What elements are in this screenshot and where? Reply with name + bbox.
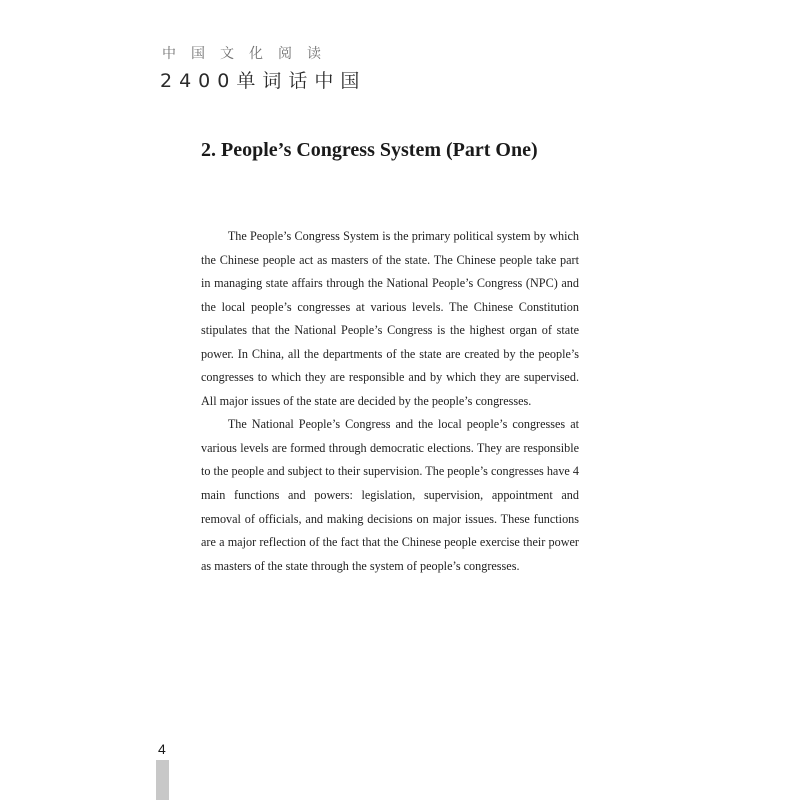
paragraph: The People’s Congress System is the primary political system by which the Chinese people act as masters of the state. The Chinese people take part in managing state affairs through the National People’s Congress (NPC) and the local people’s congresses at various levels. The Chinese Constitution stipulates that the National People’s Congress is the highest organ of state power. In China, all the departments of the state are created by the people’s congresses to which they are responsible and by which they are supervised. All major issues of the state are decided by the people’s congresses. — [201, 229, 579, 408]
page-number: 4 — [158, 741, 166, 757]
series-title: 中国文化阅读 — [162, 46, 336, 62]
page-edge-tab — [156, 760, 169, 800]
paragraph: The National People’s Congress and the local people’s congresses at various levels are formed through democratic elections. They are responsible to the people and subject to their supervision. The people’s congresses have 4 main functions and powers: legislation, supervision, appointment and removal of officials, and making decisions on major issues. These functions are a major reflection of the fact that the Chinese people exercise their power as masters of the state through the system of people’s congresses. — [201, 417, 579, 573]
chapter-title: 2. People’s Congress System (Part One) — [201, 139, 538, 161]
body-text — [201, 225, 579, 578]
book-title: 2400单词话中国 — [160, 70, 367, 92]
